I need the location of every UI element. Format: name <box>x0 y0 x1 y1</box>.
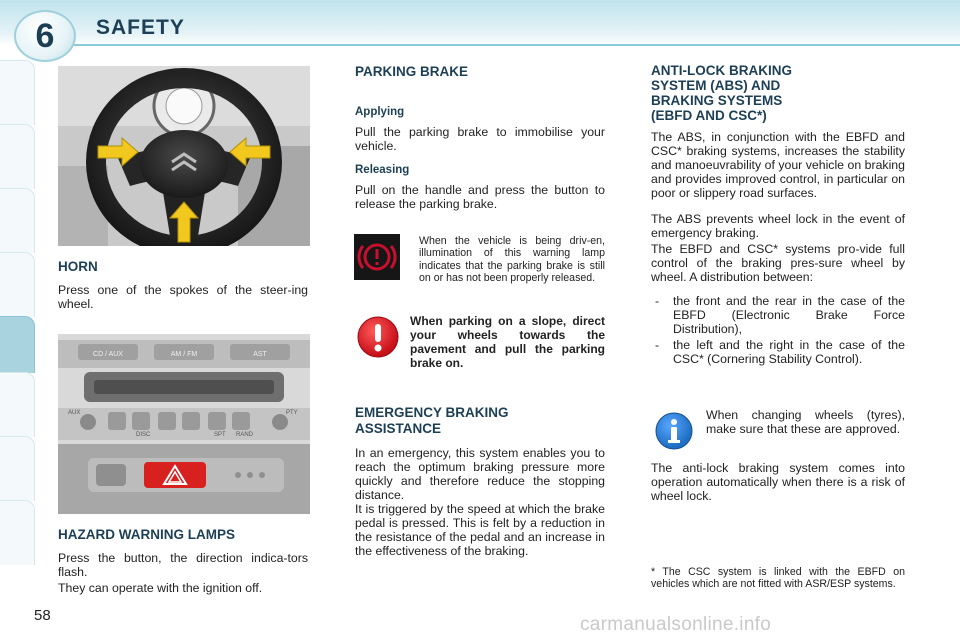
chapter-number-badge: 6 <box>14 10 76 62</box>
releasing-text: Pull on the handle and press the button to release the parking brake. <box>355 183 605 211</box>
abs-heading-line-2: SYSTEM (ABS) AND <box>651 78 781 93</box>
abs-text-2: The ABS prevents wheel lock in the event of emergency braking. <box>651 212 905 240</box>
list-item-text: the left and the right in the case of the CSC* (Cornering Stability Control). <box>673 338 905 366</box>
abs-heading-line-3: BRAKING SYSTEMS <box>651 93 783 108</box>
abs-text-1: The ABS, in conjunction with the EBFD and CSC* braking systems, increases the stability and manoeuvrability of your vehicle on braking and provides improved control, in particular on poor or slippery road surfaces. <box>651 130 905 200</box>
chapter-tab-8[interactable] <box>0 436 35 501</box>
chapter-tab-6-active[interactable] <box>0 316 35 373</box>
panel-label-disc: DISC <box>136 432 151 438</box>
panel-label-ast: AST <box>253 351 267 358</box>
abs-text-4: The anti-lock braking system comes into operation automatically when there is a risk of wheel lock. <box>651 461 905 503</box>
horn-heading: HORN <box>58 259 98 274</box>
parking-lamp-note: When the vehicle is being driv-en, illumination of this warning lamp indicates that the parking brake is still on or has not been properly released. <box>419 235 605 285</box>
panel-label-spt: SPT <box>214 432 226 438</box>
chapter-tab-7[interactable] <box>0 372 35 437</box>
panel-label-am-fm: AM / FM <box>170 351 198 358</box>
applying-text: Pull the parking brake to immobilise your vehicle. <box>355 125 605 153</box>
abs-heading-line-1: ANTI-LOCK BRAKING <box>651 63 792 78</box>
abs-heading-line-4: (EBFD AND CSC*) <box>651 108 767 123</box>
parking-brake-heading: PARKING BRAKE <box>355 64 469 79</box>
horn-text: Press one of the spokes of the steer-ing wheel. <box>58 283 308 311</box>
wheel-change-note: When changing wheels (tyres), make sure that these are approved. <box>706 408 905 436</box>
dashboard-panel-photo <box>58 334 310 514</box>
slope-warning: When parking on a slope, direct your wheels towards the pavement and pull the parking brake on. <box>410 314 605 370</box>
steering-wheel-photo <box>58 66 310 246</box>
list-item <box>651 338 905 366</box>
list-item <box>651 294 905 336</box>
csc-footnote: * The CSC system is linked with the EBFD on vehicles which are not fitted with ASR/ESP systems. <box>651 566 905 591</box>
info-icon <box>654 411 694 451</box>
abs-text-3: The EBFD and CSC* systems pro-vide full control of the braking pres-sure wheel by wheel. A distribution between: <box>651 242 905 284</box>
page-number: 58 <box>34 607 51 624</box>
list-item-text: the front and the rear in the case of the EBFD (Electronic Brake Force Distribution), <box>673 294 905 336</box>
emergency-text-1: In an emergency, this system enables you to reach the optimum braking pressure more quickly and therefore reduce the stopping distance. <box>355 446 605 502</box>
header-divider <box>30 44 960 46</box>
chapter-tab-9[interactable] <box>0 500 35 565</box>
chapter-tab-4[interactable] <box>0 252 35 317</box>
exclamation-warning-icon <box>356 315 400 359</box>
panel-label-pty: PTY <box>286 410 298 416</box>
applying-heading: Applying <box>355 106 405 118</box>
hazard-text-1: Press the button, the direction indica-tors flash. <box>58 551 308 579</box>
chapter-tab-1[interactable] <box>0 60 35 125</box>
list-marker: - <box>655 294 660 308</box>
panel-label-aux: AUX <box>68 410 81 416</box>
watermark: carmanualsonline.info <box>580 614 772 635</box>
hazard-heading: HAZARD WARNING LAMPS <box>58 527 235 542</box>
emergency-heading: EMERGENCY BRAKING ASSISTANCE <box>355 405 509 436</box>
distribution-list <box>651 294 905 368</box>
chapter-title: SAFETY <box>96 16 185 39</box>
list-marker: - <box>655 338 660 352</box>
hazard-text-2: They can operate with the ignition off. <box>58 581 263 595</box>
panel-label-cd-aux: CD / AUX <box>93 351 123 358</box>
parking-brake-warning-icon <box>354 234 400 280</box>
panel-label-rand: RAND <box>236 432 254 438</box>
emergency-text-2: It is triggered by the speed at which the brake pedal is pressed. This is felt by a reduction in the resistance of the pedal and an increase in the effectiveness of the braking. <box>355 502 605 558</box>
chapter-tab-3[interactable] <box>0 188 35 253</box>
chapter-tab-2[interactable] <box>0 124 35 189</box>
releasing-heading: Releasing <box>355 164 410 176</box>
